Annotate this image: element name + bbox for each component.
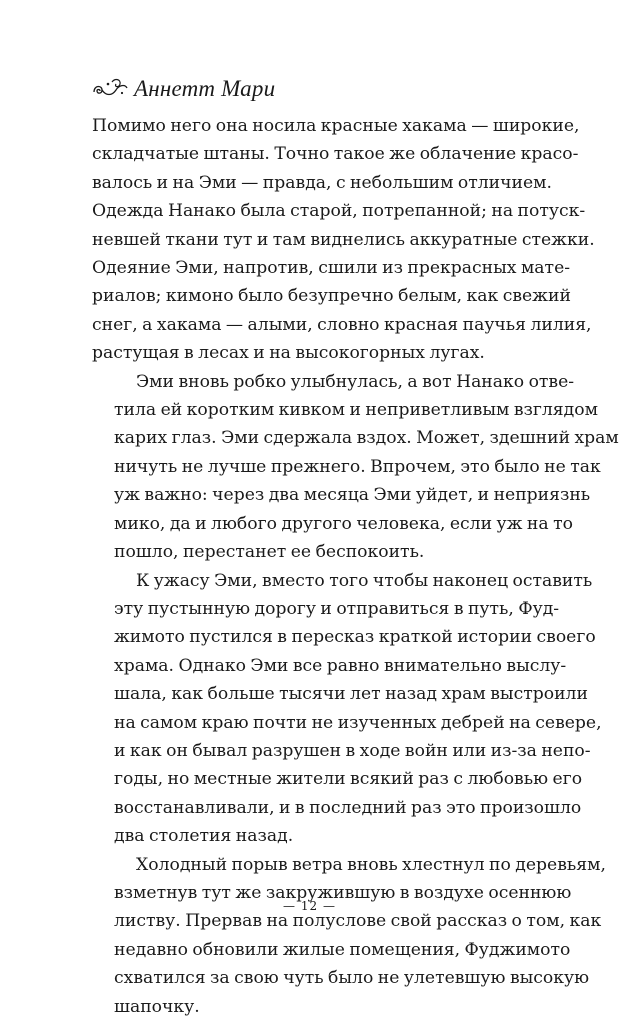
text-line: растущая в лесах и на высокогорных лугах. (92, 343, 485, 364)
text-line: Холодный порыв ветра вновь хлестнул по деревьям, (136, 854, 606, 875)
text-line: и как он бывал разрушен в ходе войн или из-за непо- (114, 740, 591, 761)
text-line: жимото пустился в пересказ краткой истории своего (114, 627, 596, 648)
text-line: уж важно: через два месяца Эми уйдет, и неприязнь (114, 485, 591, 506)
paragraph (92, 851, 606, 1021)
text-line: тила ей коротким кивком и неприветливым взглядом (114, 400, 598, 421)
text-line: недавно обновили жилые помещения, Фуджимото (114, 939, 571, 960)
text-line: шапочку. (114, 996, 200, 1017)
text-line: невшей ткани тут и там виднелись аккуратные стежки. (92, 229, 595, 250)
paragraph (92, 567, 602, 851)
text-line: Помимо него она носила красные хакама — широкие, (92, 116, 580, 136)
text-line: ничуть не лучше прежнего. Впрочем, это было не так (114, 456, 601, 477)
text-line: складчатые штаны. Точно такое же облачение красо- (92, 144, 579, 165)
text-line: два столетия назад. (114, 826, 294, 847)
page-number: — 12 — (283, 899, 336, 913)
running-header (92, 76, 275, 102)
text-line: взметнув тут же закружившую в воздухе осеннюю (114, 882, 572, 903)
running-header-author: Аннетт Мари (134, 76, 276, 101)
text-line: риалов; кимоно было безупречно белым, как свежий (92, 286, 571, 307)
text-line: листву. Прервав на полуслове свой рассказ о том, как (114, 911, 602, 932)
text-line: Одежда Нанако была старой, потрепанной; на потуск- (92, 201, 586, 222)
flourish-ornament-icon (92, 76, 130, 102)
text-line: валось и на Эми — правда, с небольшим отличием. (92, 172, 552, 193)
text-line: Эми вновь робко улыбнулась, а вот Нанако отве- (136, 371, 575, 392)
text-line: шала, как больше тысячи лет назад храм выстроили (114, 684, 588, 705)
text-line: карих глаз. Эми сдержала вздох. Может, здешний храм (114, 428, 619, 449)
text-line: эту пустынную дорогу и отправиться в путь, Фуд- (114, 598, 560, 619)
paragraph (92, 368, 619, 567)
text-line: мико, да и любого другого человека, если уж на то (114, 513, 573, 534)
body-text (92, 112, 619, 1021)
text-line: К ужасу Эми, вместо того чтобы наконец оставить (136, 570, 593, 591)
text-line: на самом краю почти не изученных дебрей на севере, (114, 712, 602, 733)
paragraph (92, 112, 595, 368)
text-line: восстанавливали, и в последний раз это произошло (114, 797, 582, 818)
text-line: Одеяние Эми, напротив, сшили из прекрасных мате- (92, 258, 571, 279)
text-line: пошло, перестанет ее беспокоить. (114, 542, 425, 563)
text-line: годы, но местные жители всякий раз с любовью его (114, 769, 583, 790)
text-line: схватился за свою чуть было не улетевшую высокую (114, 968, 590, 989)
text-line: снег, а хакама — алыми, словно красная паучья лилия, (92, 314, 592, 335)
text-line: храма. Однако Эми все равно внимательно выслу- (114, 655, 567, 676)
